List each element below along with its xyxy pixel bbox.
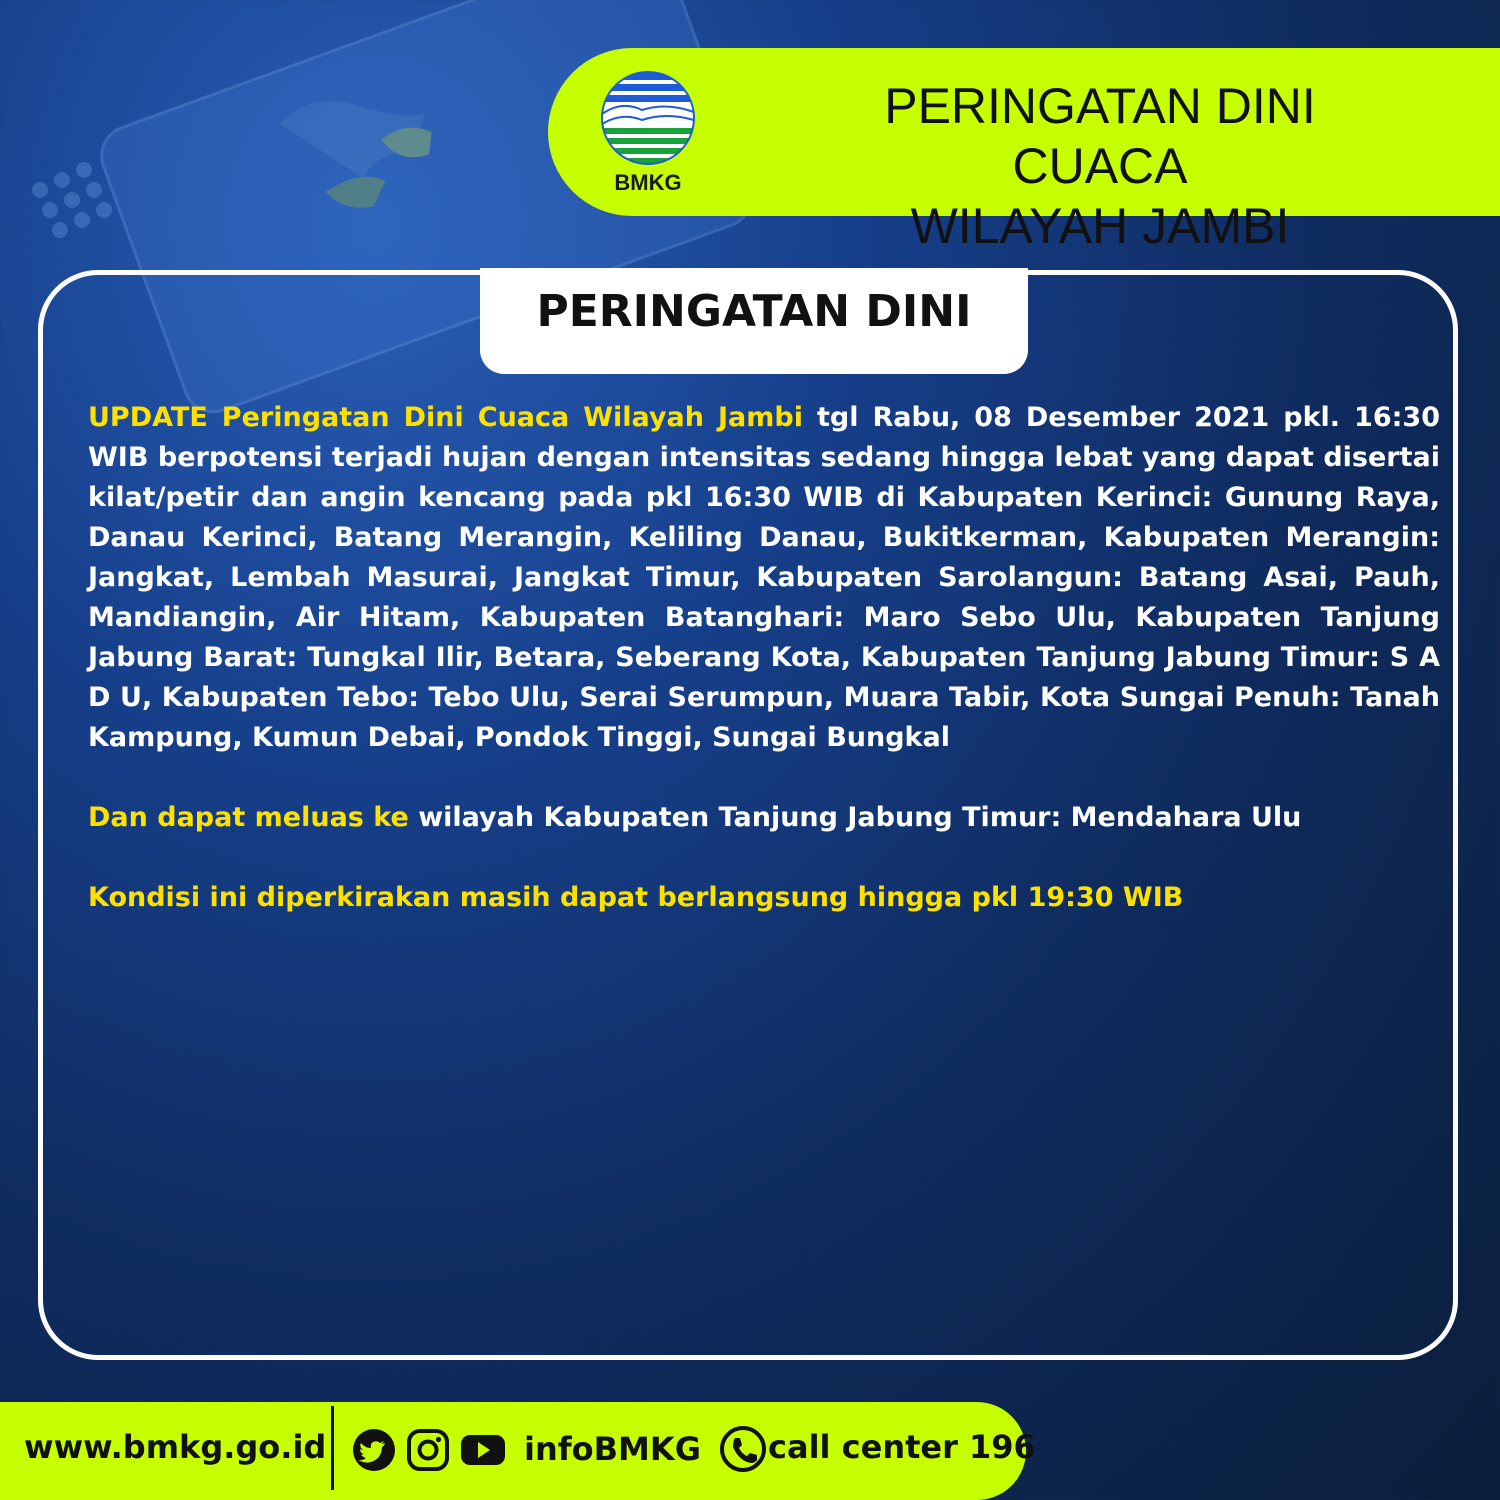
warning-content [88,398,1440,958]
phone-icon [720,1426,766,1472]
duration-note: Kondisi ini diperkirakan masih dapat berlangsung hingga pkl 19:30 WIB [88,882,1184,913]
expansion-details: wilayah Kabupaten Tanjung Jabung Timur: Mendahara Ulu [408,802,1302,833]
instagram-icon[interactable] [406,1428,450,1472]
bmkg-logo [598,70,698,194]
website-link[interactable]: www.bmkg.go.id [24,1428,327,1466]
call-center-label[interactable]: call center 196 [768,1428,1036,1466]
panel-title: PERINGATAN DINI [536,286,972,337]
update-highlight: UPDATE Peringatan Dini Cuaca Wilayah Jambi [88,402,803,433]
youtube-icon[interactable] [460,1428,506,1472]
title-line-2: WILAYAH JAMBI [910,198,1290,254]
expansion-highlight: Dan dapat meluas ke [88,802,409,833]
twitter-icon[interactable] [352,1428,396,1472]
warning-paragraph-3 [88,878,1440,918]
page-title [800,76,1400,256]
social-handle[interactable]: infoBMKG [524,1430,701,1468]
logo-text: BMKG [614,170,682,194]
warning-paragraph-2 [88,798,1440,838]
warning-paragraph-1 [88,398,1440,758]
warning-details: tgl Rabu, 08 Desember 2021 pkl. 16:30 WIB berpotensi terjadi hujan dengan intensitas sedang hingga lebat yang dapat disertai kilat/petir dan angin kencang pada pkl 16:30 WIB di Kabupaten Kerinci: Gunung Raya, Danau Kerinci, Batang Merangin, Keliling Danau, Bukitkerman, Kabupaten Merangin: Jangkat, Lembah Masurai, Jangkat Timur, Kabupaten Sarolangun: Batang Asai, Pauh, Mandiangin, Air Hitam, Kabupaten Batanghari: Maro Sebo Ulu, Kabupaten Tanjung Jabung Barat: Tungkal Ilir, Betara, Seberang Kota, Kabupaten Tanjung Jabung Timur: S A D U, Kabupaten Tebo: Tebo Ulu, Serai Serumpun, Muara Tabir, Kota Sungai Penuh: Tanah Kampung, Kumun Debai, Pondok Tinggi, Sungai Bungkal [88,402,1441,753]
title-line-1: PERINGATAN DINI CUACA [884,78,1316,194]
footer-divider [331,1406,334,1490]
